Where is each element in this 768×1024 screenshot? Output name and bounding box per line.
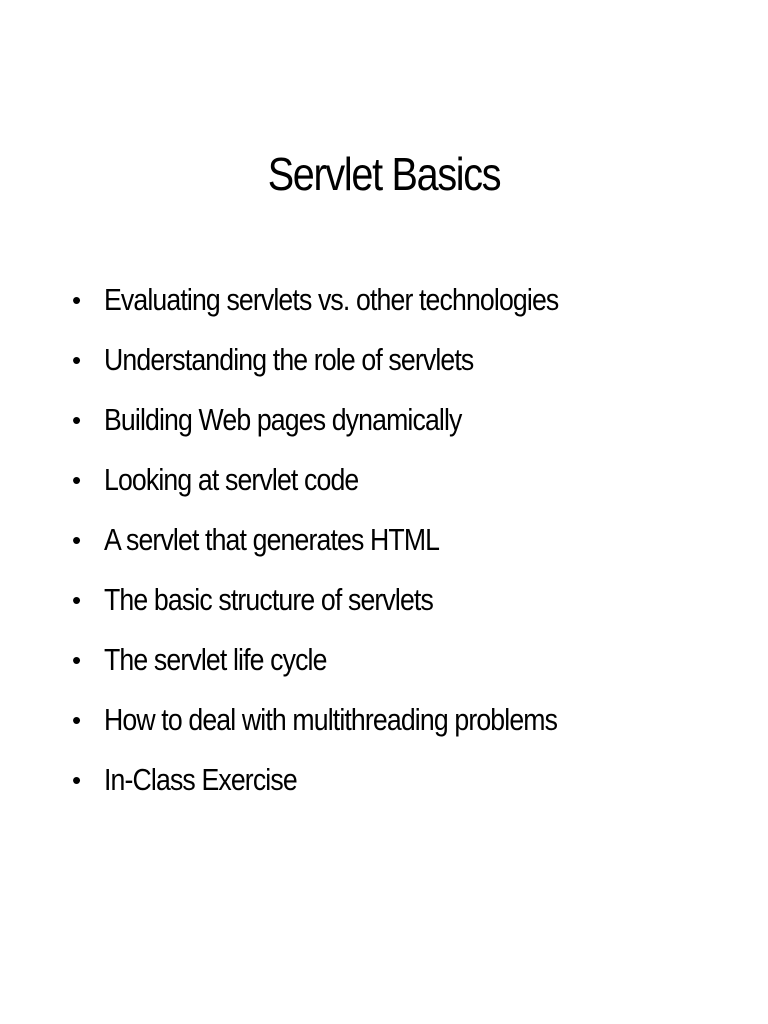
bullet-text: In-Class Exercise	[104, 762, 297, 797]
bullet-item	[72, 390, 752, 450]
bullet-text: Understanding the role of servlets	[104, 342, 474, 377]
bullet-item	[72, 690, 752, 750]
bullet-text: The basic structure of servlets	[104, 582, 433, 617]
bullet-text: A servlet that generates HTML	[104, 522, 440, 557]
bullet-item	[72, 450, 752, 510]
bullet-item	[72, 570, 752, 630]
bullet-icon: •	[72, 644, 81, 675]
bullet-item	[72, 510, 752, 570]
bullet-icon: •	[72, 404, 81, 435]
bullet-icon: •	[72, 704, 81, 735]
bullet-item	[72, 270, 752, 330]
bullet-item	[72, 330, 752, 390]
bullet-text: The servlet life cycle	[104, 642, 327, 677]
bullet-text: How to deal with multithreading problems	[104, 702, 558, 737]
slide-title: Servlet Basics	[267, 148, 501, 200]
bullet-icon: •	[72, 584, 81, 615]
bullet-icon: •	[72, 524, 81, 555]
bullet-text: Looking at servlet code	[104, 462, 359, 497]
bullet-list	[72, 270, 752, 810]
bullet-icon: •	[72, 764, 81, 795]
bullet-icon: •	[72, 344, 81, 375]
bullet-item	[72, 630, 752, 690]
bullet-icon: •	[72, 464, 81, 495]
bullet-item	[72, 750, 752, 810]
bullet-text: Evaluating servlets vs. other technologies	[104, 282, 559, 317]
bullet-icon: •	[72, 284, 81, 315]
bullet-text: Building Web pages dynamically	[104, 402, 462, 437]
